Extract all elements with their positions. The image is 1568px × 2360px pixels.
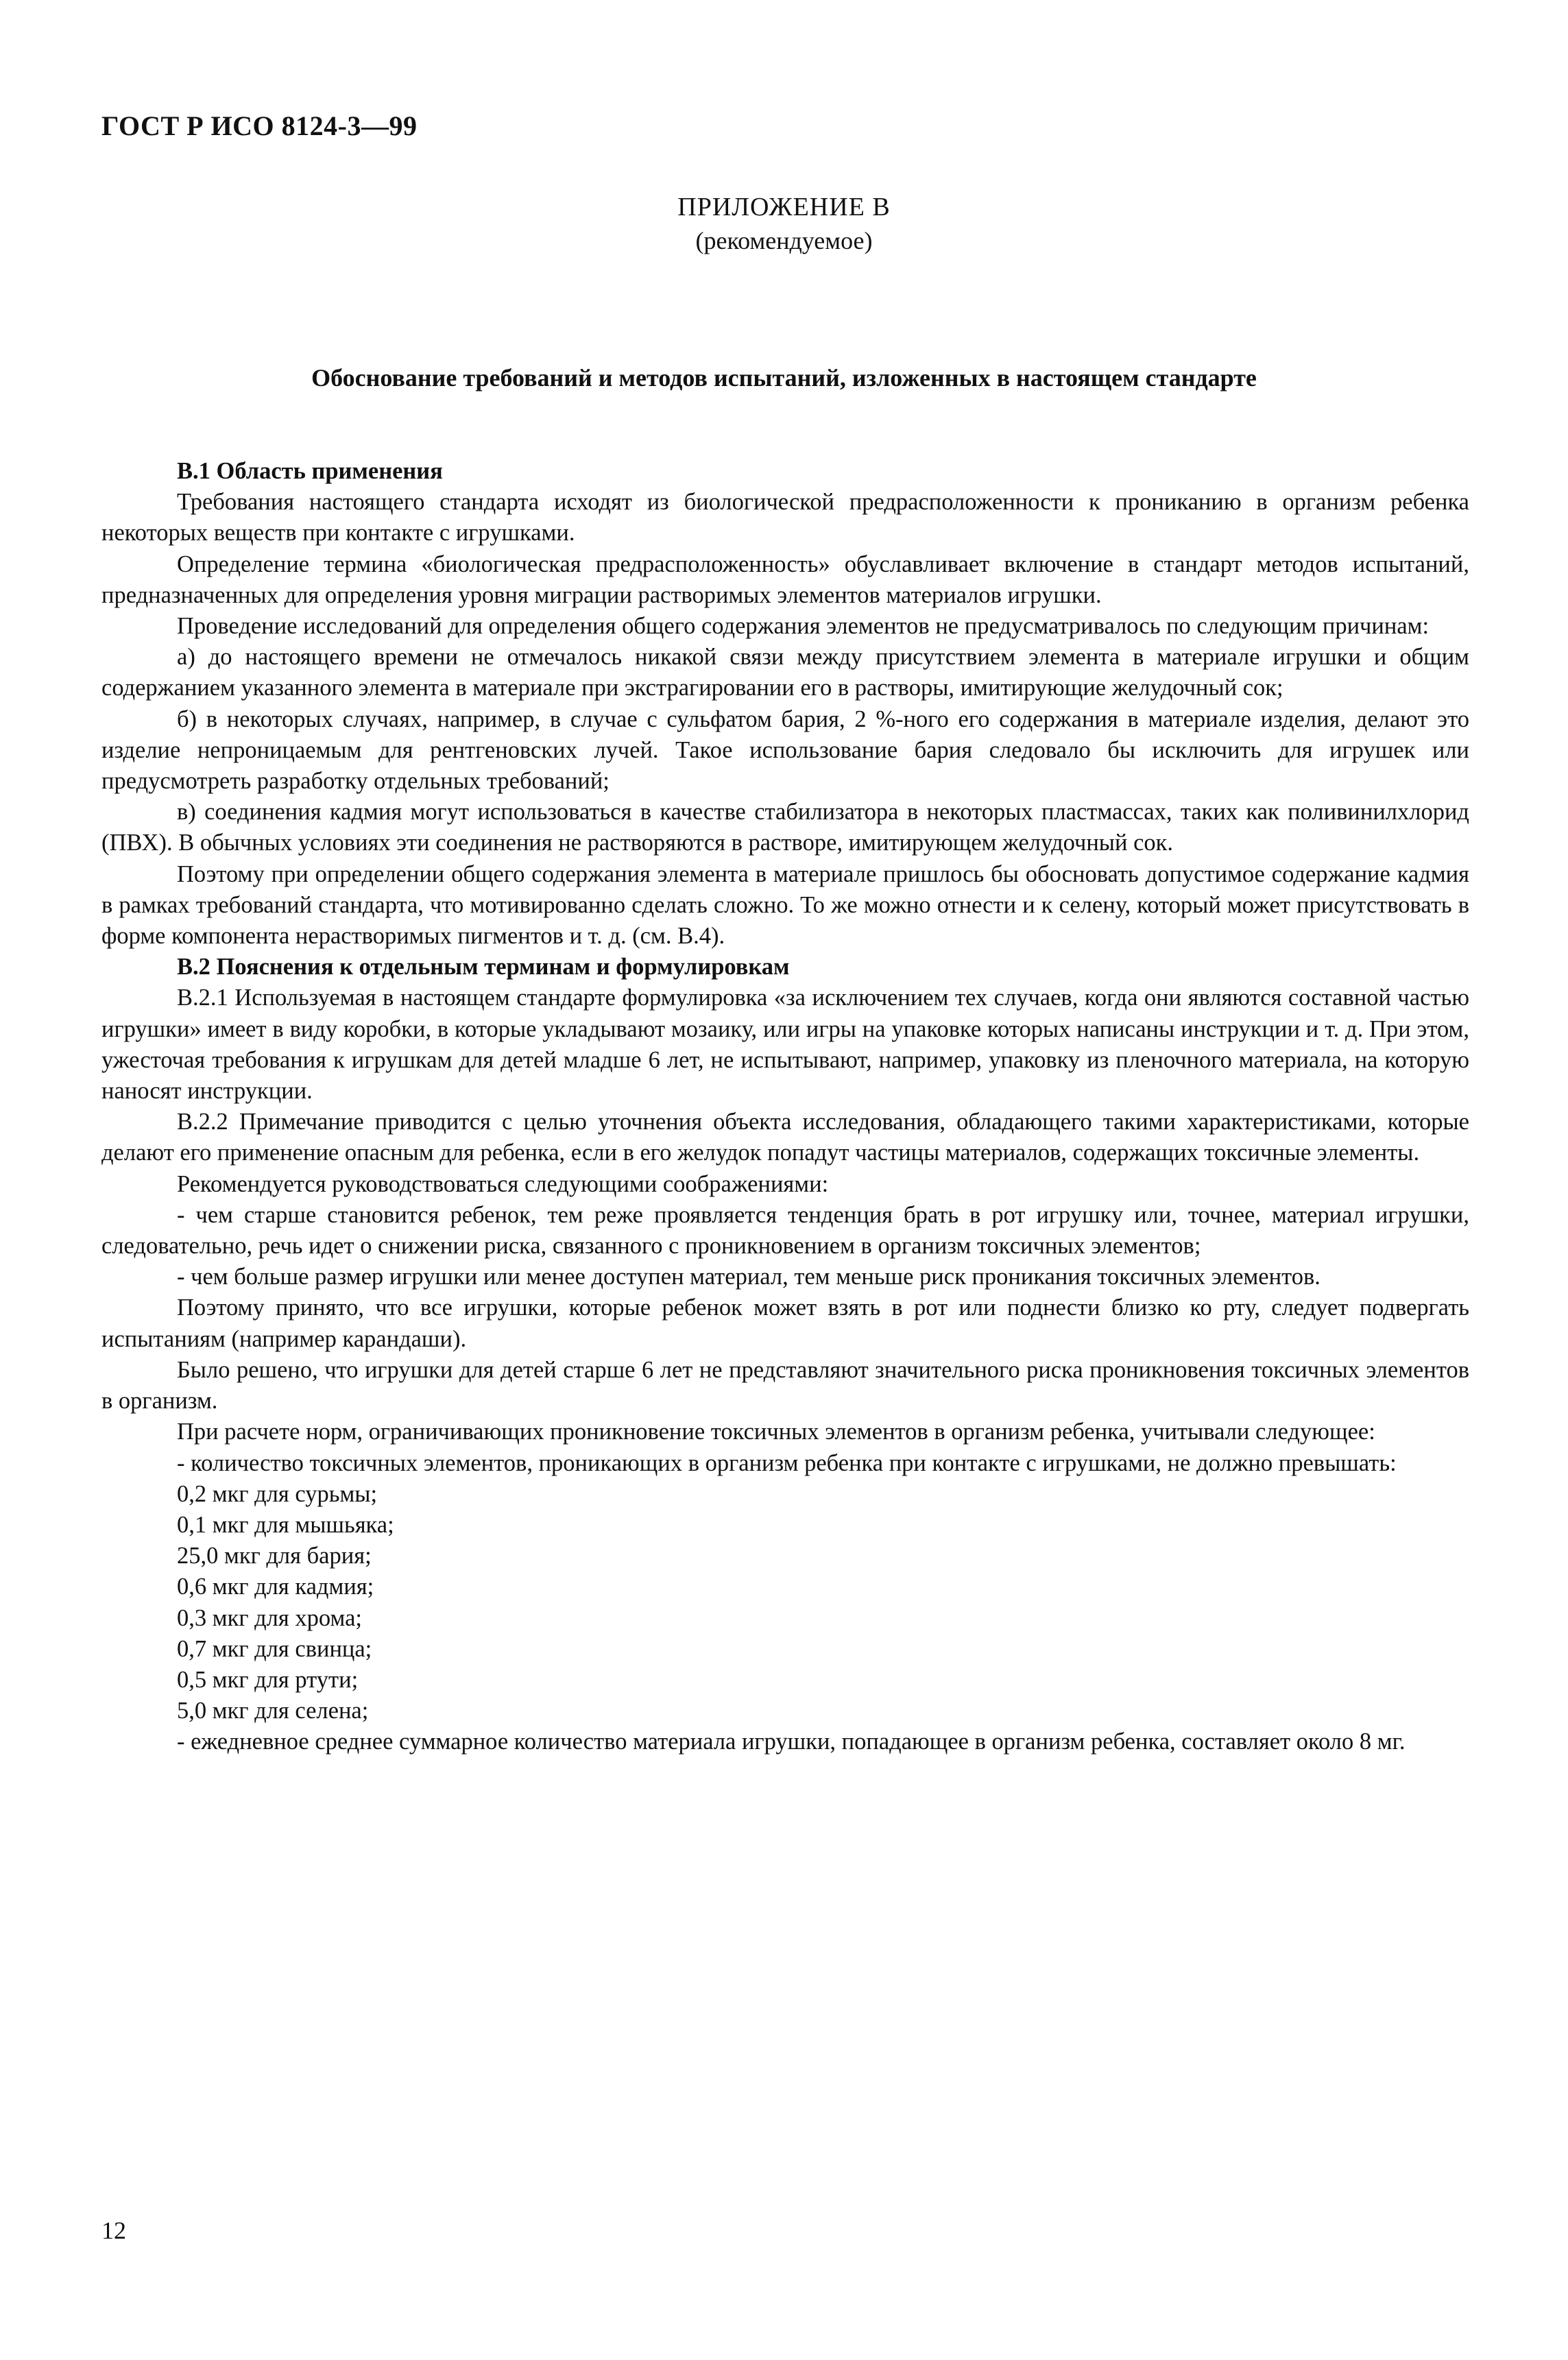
dose-item: 0,7 мкг для свинца; (177, 1635, 372, 1662)
paragraph: Определение термина «биологическая предрасположенность» обуславливает включение в стандарт методов испытаний, предназначенных для определения уровня миграции растворимых элементов материалов игрушки. (101, 551, 1469, 608)
dose-item: 25,0 мкг для бария; (177, 1543, 372, 1569)
appendix-title: ПРИЛОЖЕНИЕ В (677, 193, 891, 221)
dose-item: 5,0 мкг для селена; (177, 1698, 369, 1724)
list-item: а) до настоящего времени не отмечалось никакой связи между присутствием элемента в материале игрушки и общим содержанием указанного элемента в материале при экстрагировании его в растворы, имитирующие желудочный сок; (101, 644, 1469, 701)
main-title: Обоснование требований и методов испытаний, изложенных в настоящем стандарте (311, 364, 1257, 392)
body-text (101, 456, 1469, 1758)
list-item: - чем старше становится ребенок, тем реже проявляется тенденция брать в рот игрушку или, точнее, материал игрушки, следовательно, речь идет о снижении риска, связанного с проникновением в организм токсичных элементов; (101, 1201, 1469, 1260)
list-item: б) в некоторых случаях, например, в случае с сульфатом бария, 2 %-ного его содержания в материале изделия, делают это изделие непроницаемым для рентгеновских лучей. Такое использование бария следовало бы исключить для игрушек или предусмотреть разработку отдельных требований; (101, 706, 1469, 795)
section-heading: В.2 Пояснения к отдельным терминам и формулировкам (177, 954, 790, 980)
list-item: в) соединения кадмия могут использоваться в качестве стабилизатора в некоторых пластмассах, таких как поливинилхлорид (ПВХ). В обычных условиях эти соединения не растворяются в растворе, имитирующем желудочный сок. (101, 799, 1469, 856)
appendix-subtitle: (рекомендуемое) (695, 227, 873, 254)
paragraph: Проведение исследований для определения общего содержания элементов не предусматривалось по следующим причинам: (177, 613, 1430, 640)
paragraph: Поэтому при определении общего содержания элемента в материале пришлось бы обосновать допустимое содержание кадмия в рамках требований стандарта, что мотивированно сделать сложно. То же можно отнести и к селену, который может присутствовать в форме компонента нерастворимых пигментов и т. д. (см. В.4). (101, 860, 1469, 950)
paragraph: Поэтому принято, что все игрушки, которые ребенок может взять в рот или поднести близко ко рту, следует подвергать испытаниям (например карандаши). (101, 1295, 1469, 1352)
dose-item: 0,3 мкг для хрома; (177, 1604, 362, 1631)
dose-item: 0,6 мкг для кадмия; (177, 1574, 374, 1600)
document-header: ГОСТ Р ИСО 8124-3—99 (101, 110, 418, 141)
section-heading: В.1 Область применения (177, 458, 443, 484)
list-item: - ежедневное среднее суммарное количество материала игрушки, попадающее в организм ребенка, составляет около 8 мг. (177, 1729, 1406, 1755)
list-item: - количество токсичных элементов, проникающих в организм ребенка при контакте с игрушками, не должно превышать: (177, 1449, 1397, 1476)
paragraph: Рекомендуется руководствоваться следующими соображениями: (177, 1170, 829, 1197)
dose-item: 0,2 мкг для сурьмы; (177, 1480, 378, 1507)
page-number: 12 (101, 2217, 126, 2244)
paragraph: Требования настоящего стандарта исходят из биологической предрасположенности к прониканию в организм ребенка некоторых веществ при контакте с игрушками. (101, 489, 1469, 546)
dose-item: 0,1 мкг для мышьяка; (177, 1511, 394, 1538)
paragraph: Было решено, что игрушки для детей старше 6 лет не представляют значительного риска проникновения токсичных элементов в организм. (101, 1356, 1469, 1414)
dose-item: 0,5 мкг для ртути; (177, 1666, 359, 1693)
list-item: - чем больше размер игрушки или менее доступен материал, тем меньше риск проникания токсичных элементов. (177, 1264, 1320, 1290)
paragraph: При расчете норм, ограничивающих проникновение токсичных элементов в организм ребенка, учитывали следующее: (177, 1419, 1375, 1445)
paragraph: В.2.2 Примечание приводится с целью уточнения объекта исследования, обладающего такими характеристиками, которые делают его применение опасным для ребенка, если в его желудок попадут частицы материалов, содержащих токсичные элементы. (101, 1109, 1469, 1166)
paragraph: В.2.1 Используемая в настоящем стандарте формулировка «за исключением тех случаев, когда они являются составной частью игрушки» имеет в виду коробки, в которые укладывают мозаику, или игры на упаковке которых написаны инструкции и т. д. При этом, ужесточая требования к игрушкам для детей младше 6 лет, не испытывают, например, упаковку из пленочного материала, на которую наносят инструкции. (101, 985, 1469, 1105)
